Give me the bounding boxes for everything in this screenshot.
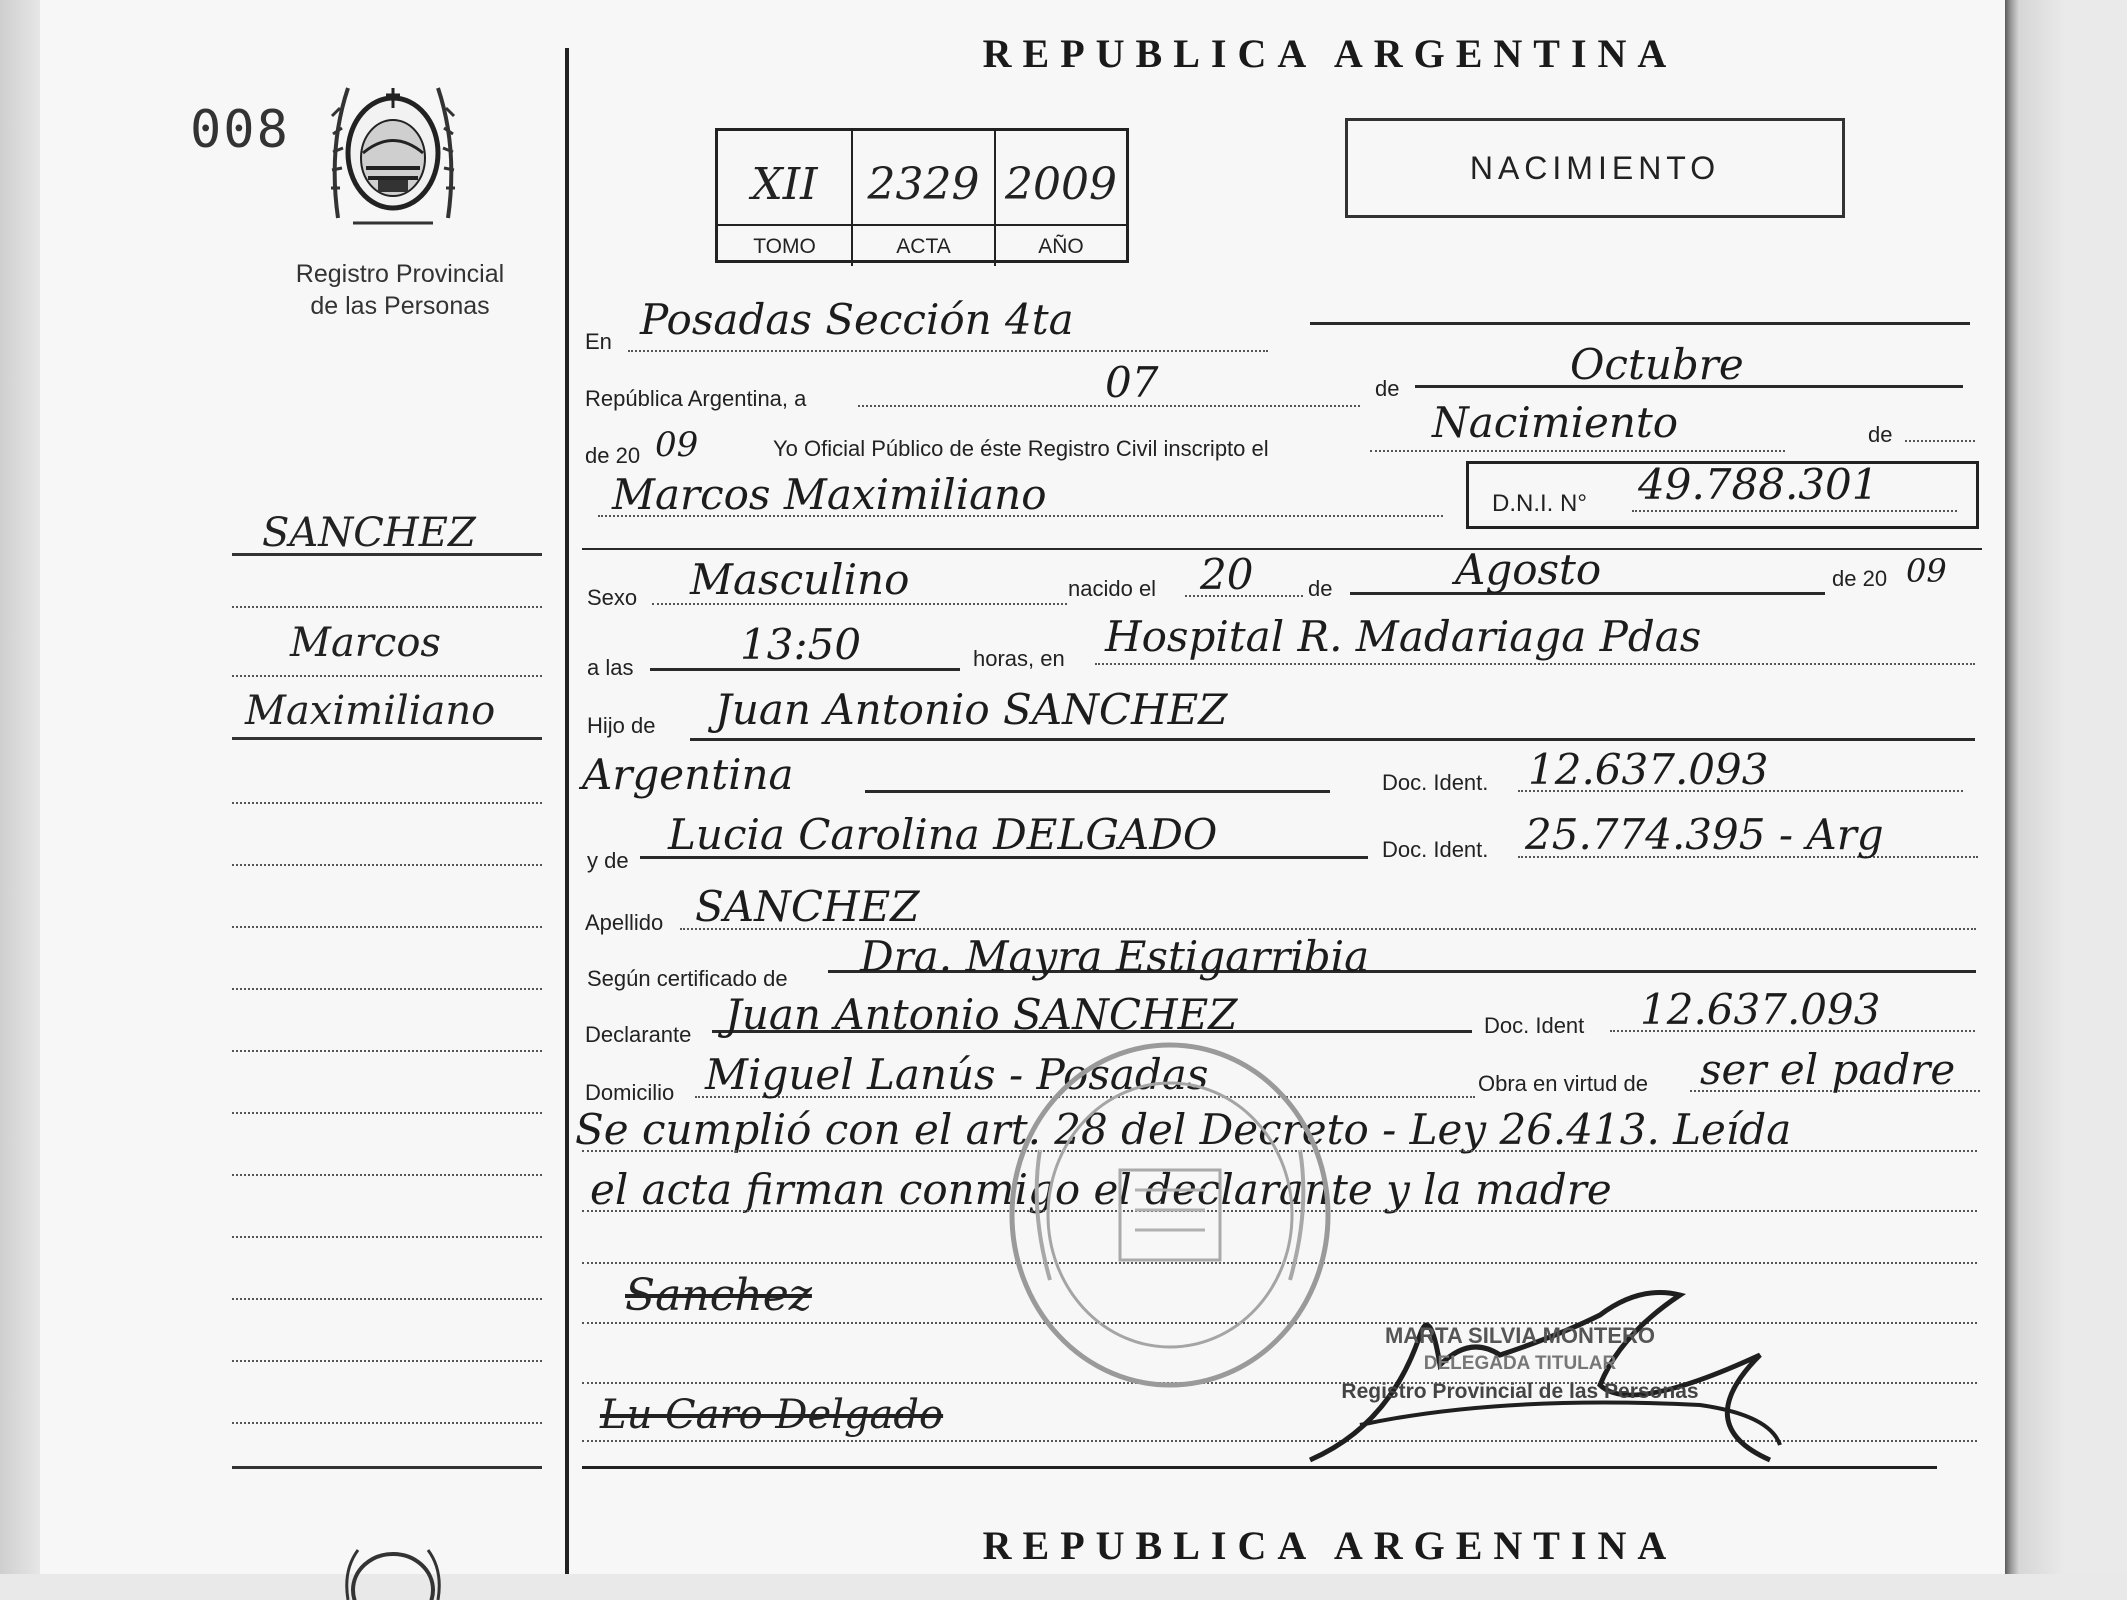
acta-cell [853,131,996,226]
label-en: En [585,329,612,354]
anio-cell [996,131,1126,226]
stub-rule [232,926,542,928]
stub-divider [565,48,569,1574]
field-rule [1905,440,1975,442]
stub-rule [232,1174,542,1176]
value-lugar: Posadas Sección 4ta [640,295,1074,344]
signature-declarante: Sanchez [625,1270,812,1321]
value-hora: 13:50 [740,620,862,669]
value-sexo: Masculino [690,555,910,604]
value-dni: 49.788.301 [1638,460,1879,509]
official-name: MARTA SILVIA MONTERO [1384,1323,1656,1348]
stub-rule [232,1050,542,1052]
form-bottom-rule [582,1466,1937,1469]
value-lugar-nac: Hospital R. Madariaga Pdas [1105,612,1702,661]
label-segun: Según certificado de [587,966,788,991]
field-rule [1095,663,1975,665]
field-rule [1370,450,1785,452]
official-round-stamp-icon [1000,1030,1340,1400]
field-rule [1185,595,1303,597]
page-edge [0,0,40,1574]
field-rule [598,515,1443,517]
value-padre-doc: 12.637.093 [1528,745,1769,794]
official-block [1310,1322,1730,1406]
tomo-label: TOMO [753,235,816,258]
value-nac-anio: 09 [1906,552,1947,590]
field-rule [865,790,1330,793]
value-mes: Octubre [1570,340,1744,389]
stub-rule [232,606,542,608]
field-rule [1310,322,1970,325]
value-declarante-doc: 12.637.093 [1640,985,1881,1034]
record-type-box: NACIMIENTO [1345,118,1845,218]
anio-label-cell [996,226,1126,266]
value-obra: ser el padre [1700,1045,1956,1094]
value-domicilio: Miguel Lanús - Posadas [705,1050,1209,1099]
tomo-label-cell [718,226,853,266]
value-madre-doc: 25.774.395 - Arg [1525,810,1884,859]
label-de-1: de [1375,376,1400,401]
official-role: DELEGADA TITULAR [1423,1353,1617,1374]
stub-rule [232,675,542,677]
stub-rule [232,864,542,866]
value-nacionalidad: Argentina [582,750,794,799]
stub-rule [232,1236,542,1238]
misiones-seal-icon [328,1540,458,1600]
official-registry: Registro Provincial de las Personas [1341,1380,1699,1403]
value-apellido: SANCHEZ [695,882,920,931]
label-dni: D.N.I. N° [1492,490,1587,517]
stub-rule [232,1360,542,1362]
section-rule [582,548,1982,550]
value-dia: 07 [1105,358,1159,407]
stub-rule [232,1466,542,1469]
value-nac-dia: 20 [1200,550,1254,599]
label-de-20: de 20 [585,443,641,468]
label-de-2: de [1868,422,1893,447]
stub-rule [232,802,542,804]
label-de-3: de [1308,576,1333,601]
label-hijo-de: Hijo de [587,713,656,738]
label-domicilio: Domicilio [585,1080,675,1105]
field-rule [1632,510,1957,512]
label-y-de: y de [587,848,629,873]
field-rule [690,738,1975,741]
registry-line-1: Registro Provincial [295,260,505,288]
registry-line-2: de las Personas [310,292,490,320]
label-a-las: a las [587,655,634,680]
folio-number: 008 [190,100,290,160]
document-title: REPUBLICA ARGENTINA [982,31,1678,76]
label-sexo: Sexo [587,585,638,610]
tomo-cell [718,131,853,226]
stub-rule [232,988,542,990]
record-reference-table [715,128,1129,263]
value-certificado: Dra. Mayra Estigarribia [860,932,1370,981]
stub-name-1: Marcos [290,620,441,666]
label-declarante: Declarante [585,1022,692,1047]
label-doc-ident-2: Doc. Ident. [1382,837,1489,862]
value-nota-1: Se cumplió con el art. 28 del Decreto - Ley 26.413. Leída [575,1105,1792,1154]
value-anio-short: 09 [655,425,699,465]
value-nac-mes: Agosto [1455,545,1602,594]
value-madre: Lucia Carolina DELGADO [668,810,1218,859]
label-obra: Obra en virtud de [1478,1071,1648,1096]
tomo-value: XII [751,159,818,210]
stub-name-2: Maximiliano [245,688,496,734]
label-apellido: Apellido [585,910,664,935]
value-declarante: Juan Antonio SANCHEZ [725,990,1238,1039]
acta-value: 2329 [867,159,980,210]
label-doc-ident-3: Doc. Ident [1484,1013,1585,1038]
value-nombre: Marcos Maximiliano [612,470,1047,519]
next-page-title: REPUBLICA ARGENTINA [982,1523,1678,1568]
stub-rule [232,737,542,740]
acta-label: ACTA [896,235,951,258]
stub-rule [232,553,542,556]
value-padre: Juan Antonio SANCHEZ [715,685,1228,734]
stub-rule [232,1112,542,1114]
value-nota-2: el acta firman conmigo el declarante y la madre [590,1165,1612,1214]
label-doc-ident-1: Doc. Ident. [1382,770,1489,795]
acta-label-cell [853,226,996,266]
value-inscripto: Nacimiento [1432,398,1679,447]
label-horas-en: horas, en [973,646,1065,671]
signature-madre: Lu Caro Delgado [600,1392,944,1438]
anio-value: 2009 [1005,159,1117,210]
label-yo-oficial: Yo Oficial Público de éste Registro Civil inscripto el [773,436,1269,461]
stub-surname: SANCHEZ [262,510,476,556]
field-rule [628,350,1268,352]
registry-caption [255,258,545,322]
misiones-seal-icon [318,68,468,233]
label-de-20b: de 20 [1832,566,1888,591]
label-republica: República Argentina, a [585,386,807,411]
anio-label: AÑO [1038,235,1084,258]
binding-shadow [2005,0,2127,1574]
stub-rule [232,1298,542,1300]
stub-rule [232,1422,542,1424]
label-nacido-el: nacido el [1068,576,1157,601]
